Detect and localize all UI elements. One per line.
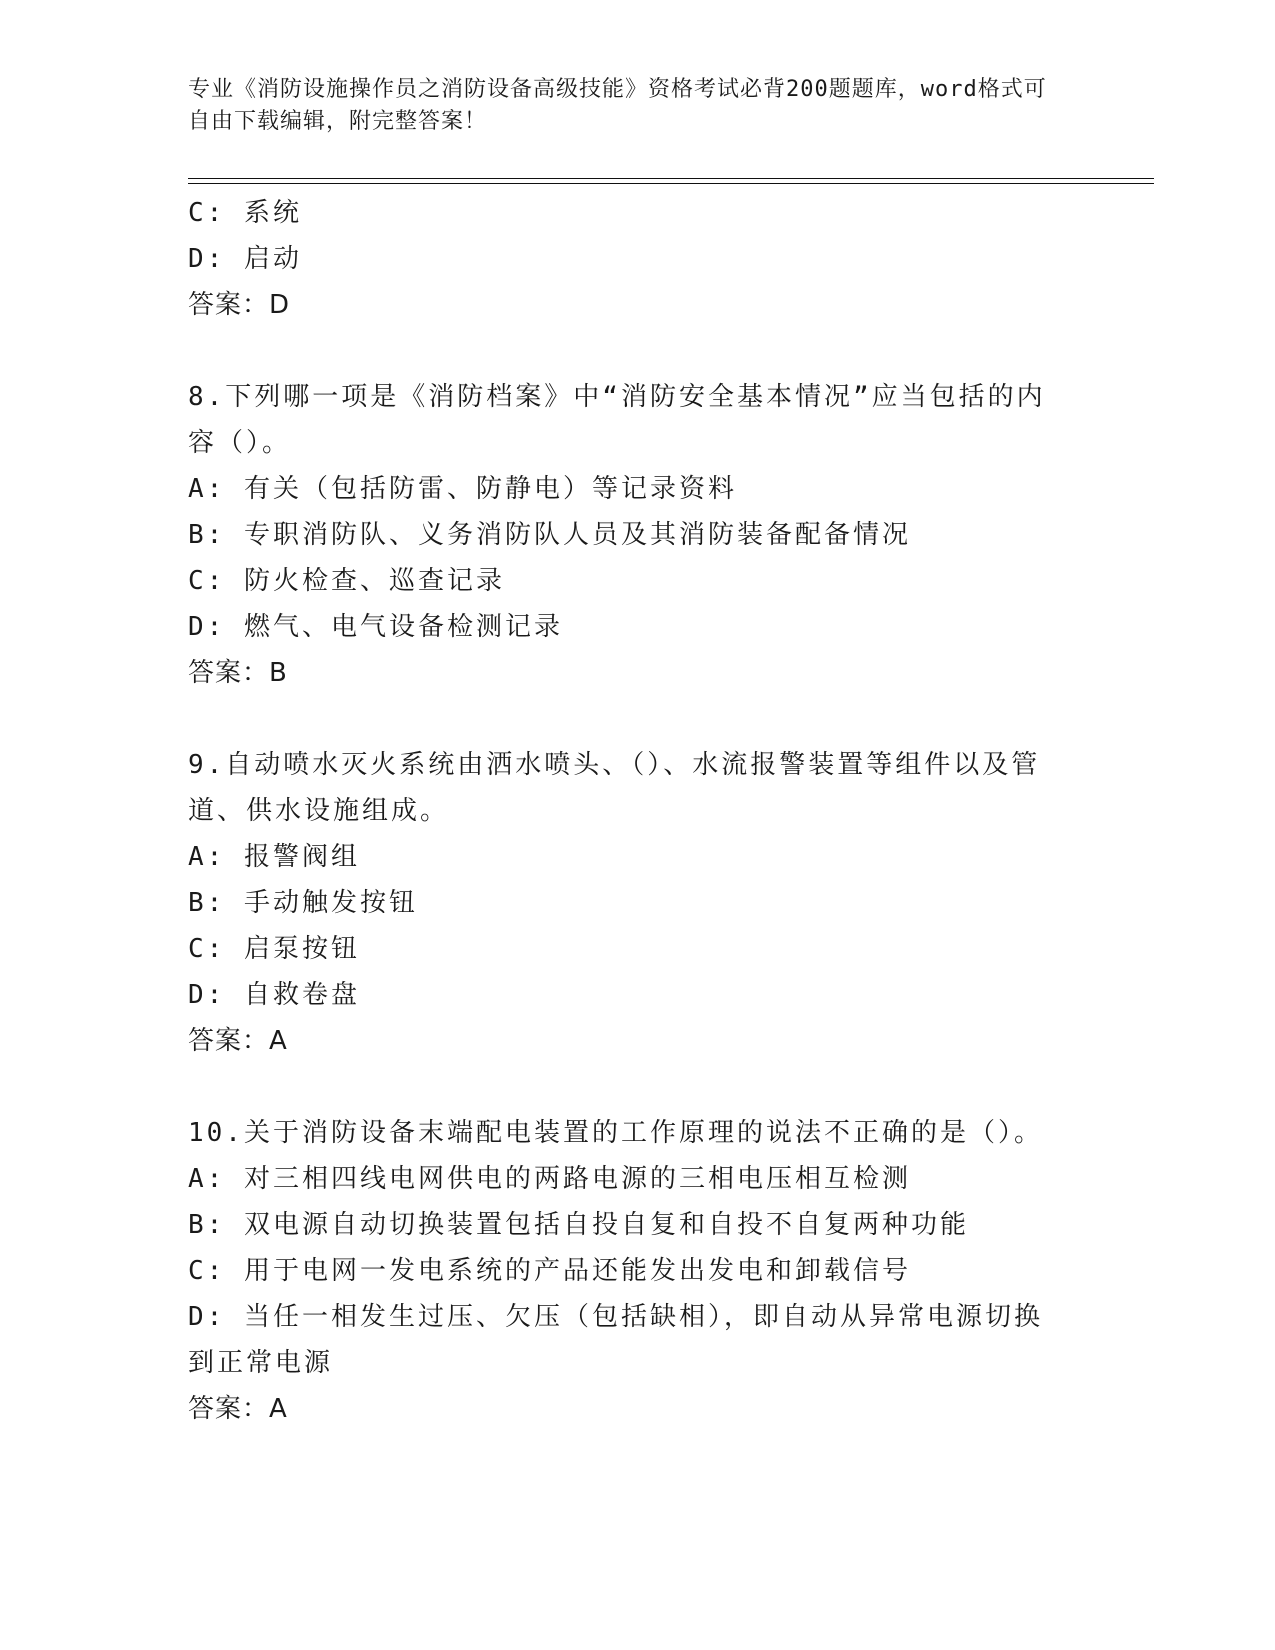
question-block <box>188 1110 1088 1432</box>
question-content <box>188 190 1088 1432</box>
option-d: D: 燃气、电气设备检测记录 <box>188 612 563 642</box>
option-a: A: 报警阀组 <box>188 842 360 872</box>
option-d: D: 自救卷盘 <box>188 980 360 1010</box>
answer-line <box>188 1386 1088 1432</box>
answer-value: A <box>269 1394 288 1424</box>
question-block <box>188 374 1088 696</box>
spacer <box>188 696 1088 742</box>
answer-label: 答案： <box>188 1394 270 1424</box>
question-text: 8.下列哪一项是《消防档案》中“消防安全基本情况”应当包括的内容（）。 <box>188 382 1046 458</box>
option-a: A: 有关（包括防雷、防静电）等记录资料 <box>188 474 737 504</box>
option-b: B: 手动触发按钮 <box>188 888 418 918</box>
option-c: C: 防火检查、巡查记录 <box>188 566 505 596</box>
answer-value: D <box>269 290 291 320</box>
option-c: C: 用于电网一发电系统的产品还能发出发电和卸载信号 <box>188 1256 911 1286</box>
question-block <box>188 742 1088 1064</box>
spacer <box>188 1064 1088 1110</box>
answer-line <box>188 1018 1088 1064</box>
carryover-block <box>188 190 1088 328</box>
spacer <box>188 328 1088 374</box>
answer-label: 答案： <box>188 658 270 688</box>
option-b: B: 专职消防队、义务消防队人员及其消防装备配备情况 <box>188 520 911 550</box>
question-text: 10.关于消防设备末端配电装置的工作原理的说法不正确的是（）。 <box>188 1118 1043 1148</box>
option-b: B: 双电源自动切换装置包括自投自复和自投不自复两种功能 <box>188 1210 969 1240</box>
answer-label: 答案： <box>188 1026 270 1056</box>
option-d: D: 当任一相发生过压、欠压（包括缺相），即自动从异常电源切换到正常电源 <box>188 1302 1043 1378</box>
option-c: C: 启泵按钮 <box>188 934 360 964</box>
header-divider-bottom <box>188 183 1154 184</box>
answer-label: 答案： <box>188 290 270 320</box>
question-text: 9.自动喷水灭火系统由洒水喷头、（）、水流报警装置等组件以及管道、供水设施组成。 <box>188 750 1041 826</box>
header-divider-top <box>188 178 1154 179</box>
page-header: 专业《消防设施操作员之消防设备高级技能》资格考试必背200题题库，word格式可自由下载编辑，附完整答案！ <box>188 77 1047 134</box>
answer-line <box>188 282 1088 328</box>
answer-value: A <box>269 1026 288 1056</box>
answer-value: B <box>269 658 288 688</box>
option-d: D: 启动 <box>188 244 302 274</box>
option-a: A: 对三相四线电网供电的两路电源的三相电压相互检测 <box>188 1164 911 1194</box>
answer-line <box>188 650 1088 696</box>
option-c: C: 系统 <box>188 198 302 228</box>
